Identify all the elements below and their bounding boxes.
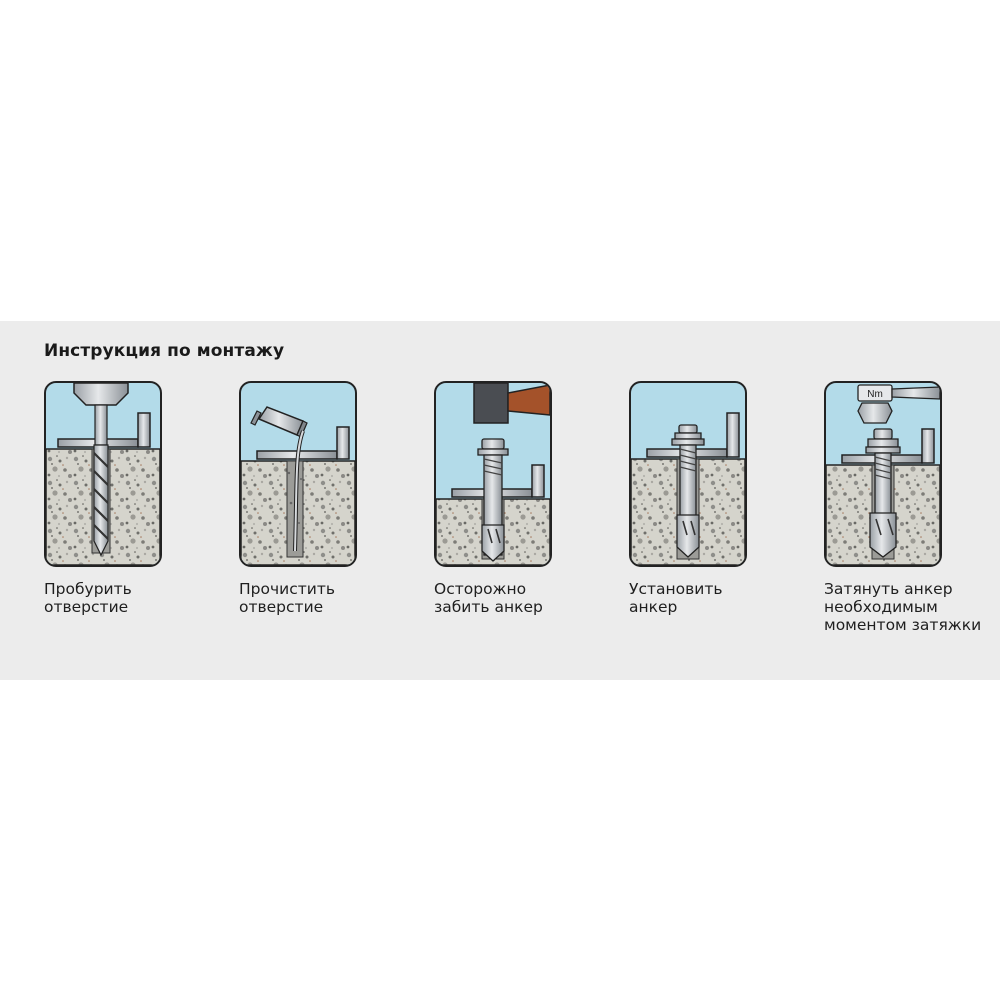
step-hammer xyxy=(434,381,552,616)
step-clean xyxy=(239,381,357,616)
step-2-label: Прочистить отверстие xyxy=(239,580,335,616)
step-3-illustration xyxy=(434,381,552,567)
blower-pump-icon xyxy=(241,383,355,565)
step-drill xyxy=(44,381,162,616)
step-tighten xyxy=(824,381,981,634)
step-1-illustration xyxy=(44,381,162,567)
drill-icon xyxy=(46,383,160,565)
hammer-icon xyxy=(436,383,550,565)
anchor-icon xyxy=(631,383,745,565)
step-5-label: Затянуть анкер необходимым моментом затяжки xyxy=(824,580,982,634)
torque-wrench-icon xyxy=(826,383,940,565)
step-install xyxy=(629,381,747,616)
step-4-label: Установить анкер xyxy=(629,580,723,616)
step-5-illustration xyxy=(824,381,942,567)
section-title: Инструкция по монтажу xyxy=(44,341,285,361)
step-1-label: Пробурить отверстие xyxy=(44,580,132,616)
step-3-label: Осторожно забить анкер xyxy=(434,580,543,616)
step-4-illustration xyxy=(629,381,747,567)
torque-gauge-label: Nm xyxy=(867,389,883,400)
step-2-illustration xyxy=(239,381,357,567)
